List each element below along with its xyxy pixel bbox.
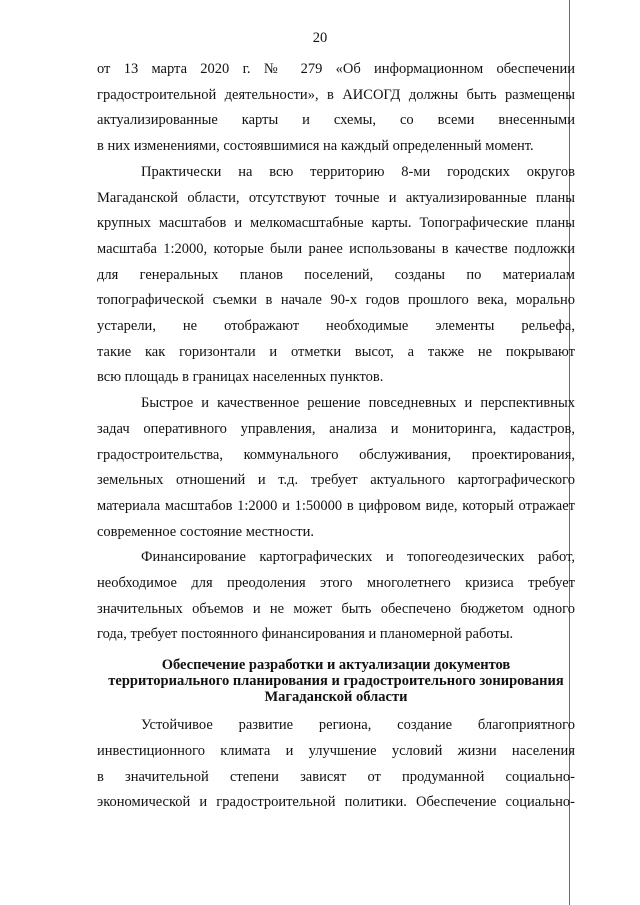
text-line: градостроительной деятельности», в АИСОГД должны быть размещены <box>97 86 575 103</box>
text-line: градостроительства, коммунального обслуживания, проектирования, <box>97 446 575 463</box>
paragraph-3 <box>97 391 575 545</box>
text-line: Практически на всю территорию 8-ми городских округов <box>141 163 575 180</box>
text-line: экономической и градостроительной политики. Обеспечение социально- <box>97 794 575 811</box>
text-line: значительных объемов и не может быть обеспечено бюджетом одного <box>97 600 575 617</box>
text-line: современное состояние местности. <box>97 523 314 540</box>
paragraph-1 <box>97 57 575 160</box>
text-line: актуализированные карты и схемы, со всеми внесенными <box>97 112 575 129</box>
text-line: в значительной степени зависят от продуманной социально- <box>97 768 575 785</box>
text-line: Финансирование картографических и топогеодезических работ, <box>141 549 575 566</box>
heading-line: Обеспечение разработки и актуализации документов <box>161 657 511 674</box>
text-line: от 13 марта 2020 г. № 279 «Об информационном обеспечении <box>97 61 575 77</box>
heading-line: территориального планирования и градостроительного зонирования <box>108 673 564 690</box>
page-number: 20 <box>312 30 328 46</box>
heading-line: Магаданской области <box>264 689 408 706</box>
text-line: Магаданской области, отсутствуют точные и актуализированные планы <box>97 189 575 206</box>
paragraph-4 <box>97 545 575 648</box>
text-line: земельных отношений и т.д. требует актуального картографического <box>97 472 575 489</box>
text-line: Быстрое и качественное решение повседневных и перспективных <box>141 395 575 412</box>
text-line: Устойчивое развитие региона, создание благоприятного <box>141 717 575 734</box>
text-line: крупных масштабов и мелкомасштабные карты. Топографические планы <box>97 215 575 232</box>
text-line: такие как горизонтали и отметки высот, а также не покрывают <box>97 343 575 360</box>
text-line: года, требует постоянного финансирования и планомерной работы. <box>97 626 514 643</box>
body-text <box>97 57 575 816</box>
paragraph-2 <box>97 160 575 391</box>
text-line: устарели, не отображают необходимые элементы рельефа, <box>97 318 575 335</box>
text-line: топографической съемки в начале 90-х годов прошлого века, морально <box>97 292 575 309</box>
text-line: необходимое для преодоления этого многолетнего кризиса требует <box>97 575 575 592</box>
text-line: инвестиционного климата и улучшение условий жизни населения <box>97 742 575 759</box>
text-line: материала масштабов 1:2000 и 1:50000 в цифровом виде, который отражает <box>97 497 575 514</box>
text-line: масштаба 1:2000, которые были ранее использованы в качестве подложки <box>97 240 575 257</box>
text-line: в них изменениями, состоявшимися на каждый определенный момент. <box>97 138 534 155</box>
text-line: для генеральных планов поселений, созданы по материалам <box>97 266 575 283</box>
paragraph-5 <box>97 713 575 816</box>
section-heading <box>97 657 575 705</box>
text-line: всю площадь в границах населенных пунктов. <box>97 369 384 386</box>
text-line: задач оперативного управления, анализа и мониторинга, кадастров, <box>97 420 575 437</box>
